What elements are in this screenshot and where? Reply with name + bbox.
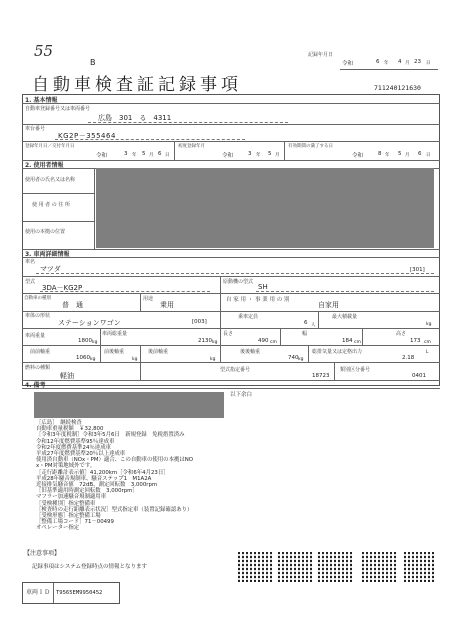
type-designation-value: 18723 (312, 373, 330, 379)
model-value: 3DA－KG2P (42, 284, 83, 292)
section1-heading: 1. 基本情報 (25, 97, 58, 104)
kind-value: 普 通 (62, 301, 83, 309)
maker-code: [301] (410, 267, 425, 273)
qr-code (278, 552, 312, 582)
remark-line: マフラー加速騒音規制適用車 (36, 494, 107, 501)
capacity-label: 乗車定員 (238, 314, 259, 320)
max-load-label: 最大積載量 (332, 314, 358, 320)
page-marker: B (90, 58, 96, 67)
vehicle-id-label: 車両ＩＤ (26, 589, 51, 596)
maker-label: 車名 (25, 259, 36, 265)
document-number: 711240121630 (374, 84, 421, 92)
front-front-axle-value: 1060 (76, 355, 90, 361)
remark-line: 近接排気騒音値 72dB、測定回転数 3,000rpm (36, 482, 158, 489)
section3-heading: 3. 車両詳細情報 (25, 251, 70, 258)
vehicle-id-value: T9565EM9950452 (56, 590, 103, 596)
use-value: 乗用 (160, 301, 174, 309)
record-date-label: 記録年月日 (308, 52, 334, 58)
qr-code (404, 552, 434, 582)
page-title: 自動車検査証記録事項 (32, 75, 242, 95)
height-value: 173 (410, 338, 421, 344)
fuel-label: 燃料の種類 (25, 365, 51, 371)
remark-line: 自動車重量税額 ￥32,800 (36, 426, 104, 433)
remark-line: オペレーター指定 (36, 525, 80, 532)
engine-value: SH (258, 283, 268, 291)
gross-weight-label: 車両総重量 (102, 331, 128, 337)
first-reg-label: 登録年月日／交付年月日 (25, 144, 75, 149)
rear-front-axle-label: 後前軸重 (148, 349, 169, 355)
capacity-value: 6 (304, 320, 308, 326)
first-year-label: 初度登録年月 (178, 144, 205, 149)
remark-line: 平成27年度燃費基準20％以上達成車 (36, 451, 126, 458)
continuation-text: 以下余白 (230, 392, 253, 398)
maker-value: マツダ (40, 265, 61, 273)
record-date-era: 令和 (342, 61, 354, 67)
width-value: 184 (342, 338, 353, 344)
front-front-axle-label: 前前軸重 (30, 349, 51, 355)
record-date-year: 6 (376, 59, 380, 65)
chassis-value: KG2P－355464 (58, 132, 116, 140)
chassis-label: 車台番号 (25, 126, 46, 132)
handwritten-number: 55 (34, 42, 54, 60)
category-value: 0401 (412, 373, 426, 379)
remark-line: 令和2年度燃費基準24％達成車 (36, 444, 111, 451)
displacement-value: 2.18 (402, 355, 415, 361)
remark-line: ［旧基準適用時測定回転数 3,000rpm］ (36, 488, 138, 495)
gross-weight-value: 2130 (198, 338, 212, 344)
base-location-label: 使用の本拠の位置 (25, 229, 66, 235)
registration-label: 自動車登録番号又は車両番号 (25, 106, 91, 112)
qr-code (238, 552, 272, 582)
engine-label: 原動機の型式 (223, 279, 254, 285)
expiry-label: 有効期間の満了する日 (288, 144, 333, 149)
rear-rear-axle-label: 後後軸重 (240, 349, 261, 355)
qr-code (318, 552, 352, 582)
width-label: 幅 (302, 331, 308, 337)
remark-line: ［広島］ 継続検査 (36, 420, 82, 426)
height-label: 高さ (396, 331, 407, 337)
purpose-value: 自家用 (318, 301, 339, 309)
section4-heading: 4. 備考 (25, 382, 46, 389)
record-date-month: 4 (398, 59, 402, 65)
front-rear-axle-label: 前後軸重 (104, 349, 125, 355)
record-date-day: 23 (414, 59, 421, 65)
user-address-label: 使 用 者 の 住 所 (32, 202, 70, 208)
type-designation-label: 型式指定番号 (220, 367, 251, 373)
kind-label: 自動車の種別 (24, 296, 51, 301)
model-label: 型式 (25, 279, 36, 285)
fuel-value: 軽油 (60, 372, 74, 380)
body-label: 車体の形状 (25, 313, 51, 319)
remark-line: 使用済自動車（NOx・PM）適合、この自動車の使用の本拠はNO (36, 457, 194, 464)
remarks-list (36, 420, 193, 532)
body-code: [003] (192, 319, 207, 325)
remark-line: 令和12年度燃費基準95％達成車 (36, 438, 115, 445)
remark-line: x・PM対策地域外です。 (36, 463, 96, 470)
category-label: 類別区分番号 (340, 367, 371, 373)
weight-value: 1800 (78, 338, 92, 344)
remark-line: 平成28年騒音規制車、騒音ステップ1 M1A2A (36, 475, 152, 482)
rear-rear-axle-value: 740 (288, 355, 299, 361)
remark-line: ［受検形態］指定整備工場 (36, 513, 101, 520)
section2-heading: 2. 使用者情報 (25, 162, 64, 169)
record-date-box: 記録年月日 令和 6 年 4 月 23 日 (302, 50, 438, 70)
displacement-label: 総排気量又は定格出力 (312, 349, 363, 355)
vehicle-id-box (22, 582, 120, 604)
redacted-user-info (96, 168, 434, 248)
body-value: ステーションワゴン (58, 319, 121, 327)
length-value: 490 (258, 338, 269, 344)
purpose-label: 自 家 用 ・ 事 業 用 の 別 (226, 297, 290, 303)
weight-label: 車両重量 (25, 333, 46, 339)
redacted-remarks (34, 392, 224, 418)
remark-line: ［整備工場コード］71－00499 (36, 519, 114, 526)
use-label: 用途 (143, 296, 154, 302)
remark-line: ［走行距離計表示値］41,200km［令和6年4月23日］ (36, 469, 169, 476)
remark-line: ［検査時の走行距離表示状況］型式指定車（装置記録確認あり） (36, 506, 193, 513)
user-name-label: 使用者の氏名又は名称 (25, 177, 76, 183)
notes-heading: 【注意事項】 (24, 550, 61, 557)
registration-value: 広島 301 る 4311 (98, 114, 172, 122)
qr-code (362, 552, 396, 582)
length-label: 長さ (223, 331, 234, 337)
notes-text: 記録事項はシステム登録時点の情報となります (32, 564, 147, 570)
remark-line: ［受検種別］指定整備車 (36, 500, 96, 507)
remark-line: ［令和3年度税制］令和3年5月6日 新規登録 免税措置済み (36, 432, 185, 439)
